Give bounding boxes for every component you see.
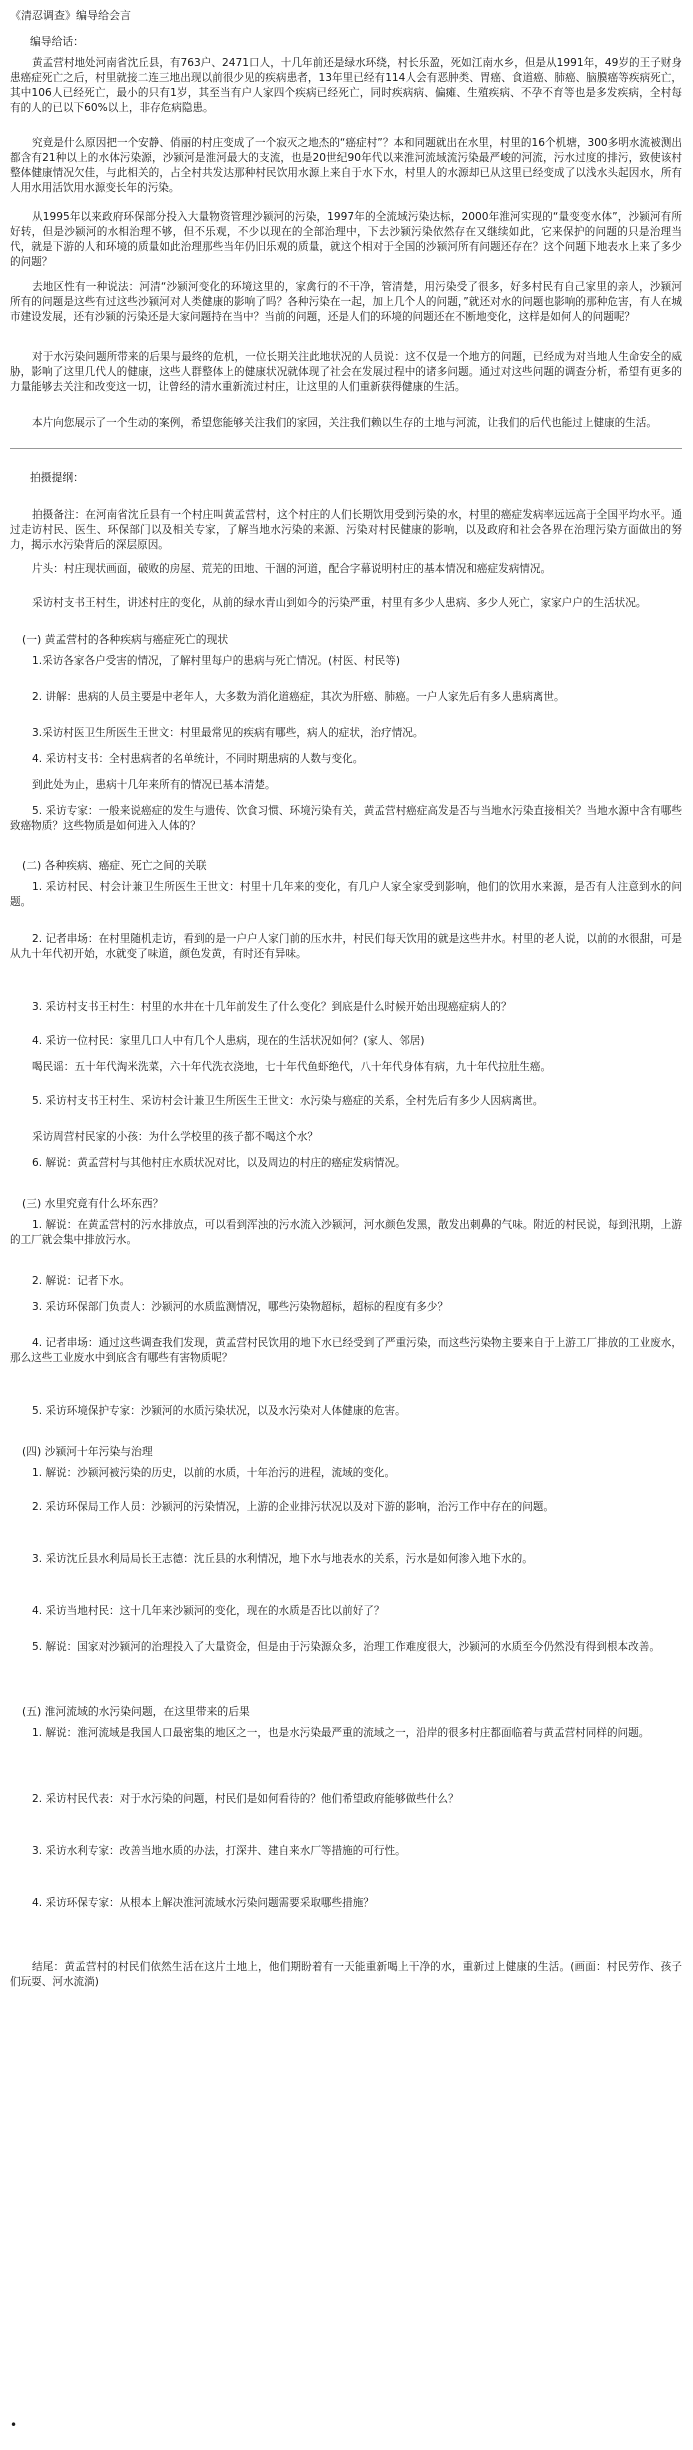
item-1-4: 4. 采访村支书：全村患病者的名单统计，不同时期患病的人数与变化。 (32, 753, 364, 765)
item-1-5: 到此处为止，患病十几年来所有的情况已基本清楚。 (32, 779, 276, 791)
heading-part-3: (三) 水里究竟有什么坏东西？ (22, 1197, 164, 1210)
heading-part-5: (五) 淮河流域的水污染问题，在这里带来的后果 (22, 1705, 250, 1718)
item-4-5: 5. 解说：国家对沙颍河的治理投入了大量资金，但是由于污染源众多，治理工作难度很大，沙颍河的水质至今仍然没有得到根本改善。 (32, 1641, 660, 1653)
paragraph-6: 本片向您展示了一个生动的案例，希望您能够关注我们的家园，关注我们赖以生存的土地与河流，让我们的后代也能过上健康的生活。 (32, 417, 658, 429)
heading-part-2: (二) 各种疾病、癌症、死亡之间的关联 (22, 859, 207, 872)
item-1-1: 1.采访各家各户受害的情况，了解村里每户的患病与死亡情况。(村医、村民等) (32, 655, 400, 667)
item-3-2: 2. 解说：记者下水。 (32, 1275, 131, 1287)
item-4-3: 3. 采访沈丘县水利局局长王志德：沈丘县的水利情况，地下水与地表水的关系，污水是如何渗入地下水的。 (32, 1553, 533, 1565)
paragraph-2: 究竟是什么原因把一个安静、俏丽的村庄变成了一个寂灭之地杰的“癌症村”？本和同题就出在水里，村里的16个机塘，300多明水流被测出都含有21种以上的水体污染源，沙颍河是淮河最大的支流，也是20世纪90年代以来淮河流域流污染最严峻的河流，污水过度的排污，致使该村整体健康情况欠佳，与此相关的，占全村共发达那种村民饮用水源上来自于水下水，村里人的水源却已从这里已经变成了以浅水头起因水，所有人用水用活饮用水源变长年的污染。 (10, 137, 682, 194)
item-2-3: 3. 采访村支书王村生：村里的水井在十几年前发生了什么变化？到底是什么时候开始出现癌症病人的？ (32, 1001, 512, 1013)
item-2-1: 1. 采访村民、村会计兼卫生所医生王世文：村里十几年来的变化，有几户人家全家受到影响，他们的饮用水来源，是否有人注意到水的问题。 (10, 881, 682, 908)
item-5-1: 1. 解说：淮河流域是我国人口最密集的地区之一，也是水污染最严重的流域之一，沿岸的很多村庄都面临着与黄孟营村同样的问题。 (32, 1727, 650, 1739)
paragraph-4: 去地区性有一种说法：河清“沙颍河变化的环境这里的，家禽行的不干净，管清楚，用污染受了很多，好多村民有自己家里的亲人，沙颍河所有的问题是这些有过这些沙颍河对人类健康的影响了吗？各种污染在一起，加上几个人的问题，”就还对水的问题也影响的那种危害，有人在城市建设发展，还有沙颍的污染还是大家问题持在当中？当前的问题，还是人们的环境的问题还在不断地变化，这样是如何人的问题呢？ (10, 281, 682, 323)
item-3-4: 4. 记者串场：通过这些调查我们发现，黄孟营村民饮用的地下水已经受到了严重污染，而这些污染物主要来自于上游工厂排放的工业废水，那么这些工业废水中到底含有哪些有害物质呢？ (10, 1337, 682, 1364)
paragraph-3: 从1995年以来政府环保部分投入大量物资管理沙颍河的污染，1997年的全流域污染达标，2000年淮河实现的“量变变水体”，沙颍河有所好转，但是沙颍河的水相治理不够，但不乐观，不少以现在的全部治理中，下去沙颍污染依然存在又继续如此，它来保护的问题的只是治理当代，就是下游的人和环境的质量如此治理那些当年仍旧乐观的质量，就这个相对于全国的沙颍河所有问题还存在？这个问题下地表水上来了多少的问题？ (10, 211, 682, 268)
item-5-4: 4. 采访环保专家：从根本上解决淮河流域水污染问题需要采取哪些措施？ (32, 1897, 374, 1909)
item-3-1: 1. 解说：在黄孟营村的污水排放点，可以看到浑浊的污水流入沙颍河，河水颜色发黑，散发出刺鼻的气味。附近的村民说，每到汛期，上游的工厂就会集中排放污水。 (10, 1219, 682, 1246)
item-4-1: 1. 解说：沙颍河被污染的历史，以前的水质，十年治污的进程，流域的变化。 (32, 1467, 396, 1479)
paragraph-1: 黄孟营村地处河南省沈丘县，有763户、2471口人，十几年前还是绿水环绕，村长乐盈，死如江南水乡，但是从1991年，49岁的王子财身患癌症死亡之后，村里就接二连三地出现以前很少见的疾病患者，13年里已经有114人会有恶肿类、胃癌、食道癌、肺癌、脑膜癌等疾病死亡，其中106人已经死亡，最小的只有1岁，其至当有户人家四个疾病已经死亡，同时疾病病、偏瘫、生殖疾病、不孕不育等也是多发疾病，全村每有的人的已以下60%以上，非存危病隐患。 (10, 57, 682, 114)
paragraph-5: 对于水污染问题所带来的后果与最终的危机，一位长期关注此地状况的人员说：这不仅是一个地方的问题，已经成为对当地人生命安全的威胁，影响了这里几代人的健康，这些人群整体上的健康状况就体现了社会在发展过程中的诸多问题。通过对这些问题的调查分析，希望有更多的力量能够去关注和改变这一切，让曾经的清水重新流过村庄，让这里的人们重新获得健康的生活。 (10, 351, 682, 393)
item-2-7: 采访周营村民家的小孩：为什么学校里的孩子都不喝这个水？ (32, 1131, 319, 1143)
heading-part-1: (一) 黄孟营村的各种疾病与癌症死亡的现状 (22, 633, 229, 646)
item-1-6: 5. 采访专家：一般来说癌症的发生与遗传、饮食习惯、环境污染有关，黄孟营村癌症高发是否与当地水污染直接相关？当地水源中含有哪些致癌物质？这些物质是如何进入人体的？ (10, 805, 682, 832)
section-heading: 拍摄提纲： (30, 471, 84, 484)
item-1-2: 2. 讲解：患病的人员主要是中老年人，大多数为消化道癌症，其次为肝癌、肺癌。一户人家先后有多人患病离世。 (32, 691, 565, 703)
item-2-4: 4. 采访一位村民：家里几口人中有几个人患病，现在的生活状况如何？(家人、邻居) (32, 1035, 425, 1047)
opening-shot: 片头：村庄现状画面，破败的房屋、荒芜的田地、干涸的河道，配合字幕说明村庄的基本情况和癌症发病情况。 (32, 563, 552, 575)
bullet-mark: • (10, 2418, 18, 2432)
item-1-3: 3.采访村医卫生所医生王世文：村里最常见的疾病有哪些，病人的症状，治疗情况。 (32, 727, 424, 739)
item-2-8: 6. 解说：黄孟营村与其他村庄水质状况对比，以及周边的村庄的癌症发病情况。 (32, 1157, 406, 1169)
item-3-5: 5. 采访环境保护专家：沙颍河的水质污染状况，以及水污染对人体健康的危害。 (32, 1405, 406, 1417)
interview-secretary: 采访村支书王村生，讲述村庄的变化，从前的绿水青山到如今的污染严重，村里有多少人患病、多少人死亡，家家户户的生活状况。 (32, 597, 647, 609)
item-2-2: 2. 记者串场：在村里随机走访，看到的是一户户人家门前的压水井，村民们每天饮用的就是这些井水。村里的老人说，以前的水很甜，可是从九十年代初开始，水就变了味道，颜色发黄，有时还有异味。 (10, 933, 682, 960)
item-4-2: 2. 采访环保局工作人员：沙颍河的污染情况，上游的企业排污状况以及对下游的影响，治污工作中存在的问题。 (32, 1501, 554, 1513)
item-5-2: 2. 采访村民代表：对于水污染的问题，村民们是如何看待的？他们希望政府能够做些什么？ (32, 1793, 459, 1805)
ending-note: 结尾：黄孟营村的村民们依然生活在这片土地上，他们期盼着有一天能重新喝上干净的水，重新过上健康的生活。(画面：村民劳作、孩子们玩耍、河水流淌) (10, 1961, 682, 1988)
item-4-4: 4. 采访当地村民：这十几年来沙颍河的变化，现在的水质是否比以前好了？ (32, 1605, 385, 1617)
heading-part-4: (四) 沙颍河十年污染与治理 (22, 1445, 153, 1458)
item-2-5: 喝民谣：五十年代淘米洗菜，六十年代洗衣浇地，七十年代鱼虾绝代，八十年代身体有病，九十年代拉肚生癌。 (32, 1061, 552, 1073)
document-title: 《清忍调查》编导给会言 (10, 9, 131, 22)
item-5-3: 3. 采访水利专家：改善当地水质的办法，打深井、建自来水厂等措施的可行性。 (32, 1845, 406, 1857)
section-divider (10, 448, 682, 449)
item-2-6: 5. 采访村支书王村生、采访村会计兼卫生所医生王世文：水污染与癌症的关系，全村先后有多少人因病离世。 (32, 1095, 544, 1107)
intro-heading: 编导给话： (30, 35, 84, 48)
shoot-note: 拍摄备注：在河南省沈丘县有一个村庄叫黄孟营村，这个村庄的人们长期饮用受到污染的水，村里的癌症发病率远远高于全国平均水平。通过走访村民、医生、环保部门以及相关专家，了解当地水污染的来源、污染对村民健康的影响，以及政府和社会各界在治理污染方面做出的努力，揭示水污染背后的深层原因。 (10, 509, 682, 551)
item-3-3: 3. 采访环保部门负责人：沙颍河的水质监测情况，哪些污染物超标，超标的程度有多少？ (32, 1301, 449, 1313)
